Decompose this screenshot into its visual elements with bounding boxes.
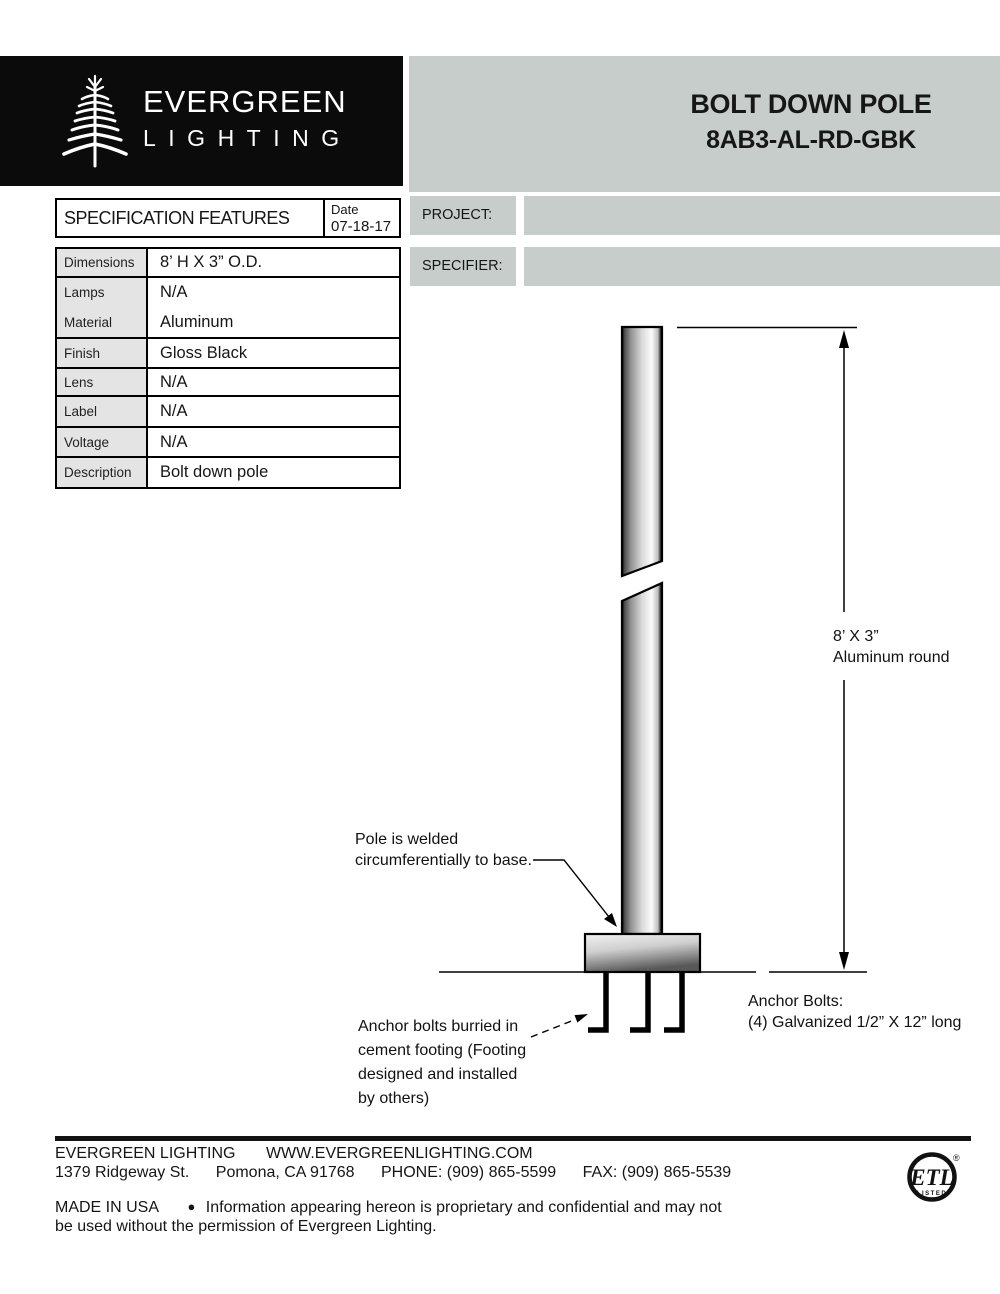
row-value: Aluminum [160, 312, 234, 331]
bullet-icon: ● [187, 1199, 196, 1214]
pole-dimension-note: 8’ X 3” Aluminum round [833, 628, 950, 666]
row-value: N/A [160, 402, 188, 420]
spec-table-header [55, 198, 401, 238]
row-value: Bolt down pole [160, 463, 269, 481]
anchor-bolt [630, 972, 648, 1030]
dimension-arrowhead-up [839, 330, 849, 348]
project-label: PROJECT: [410, 196, 516, 235]
anchor-bolt [664, 972, 682, 1030]
specifier-input-field[interactable] [524, 247, 1000, 286]
dimension-arrowhead-down [839, 952, 849, 970]
footer-divider [55, 1136, 971, 1141]
legal-text-line1: Information appearing hereon is proprietary and confidential and may not [205, 1199, 722, 1216]
date-label: Date [331, 202, 359, 217]
product-model-number: 8AB3-AL-RD-GBK [706, 126, 916, 154]
svg-text:LISTED: LISTED [916, 1191, 948, 1197]
row-value: N/A [160, 432, 188, 451]
row-label: Voltage [64, 434, 110, 450]
row-value: N/A [160, 283, 188, 302]
date-value: 07-18-17 [331, 218, 392, 235]
product-title-banner [409, 56, 1000, 192]
spec-table-title: SPECIFICATION FEATURES [64, 207, 290, 228]
footer-fax: FAX: (909) 865-5539 [582, 1164, 732, 1181]
table-row [57, 249, 399, 276]
product-title: BOLT DOWN POLE [690, 89, 932, 119]
footer-street: 1379 Ridgeway St. [55, 1164, 190, 1181]
footer-company-line [55, 1145, 533, 1163]
specifier-label: SPECIFIER: [410, 247, 516, 286]
brand-wordmark [143, 84, 352, 152]
pole-lower-section [622, 583, 662, 934]
footer-website: WWW.EVERGREENLIGHTING.COM [265, 1145, 533, 1162]
footer-city: Pomona, CA 91768 [215, 1164, 355, 1181]
brand-name-line2: LIGHTING [143, 125, 352, 151]
row-label: Label [64, 404, 98, 419]
row-value: N/A [160, 372, 188, 391]
pine-tree-icon [62, 72, 128, 170]
anchor-bolts-spec-note: Anchor Bolts: (4) Galvanized 1/2” X 12” long [748, 993, 962, 1031]
etl-listed-icon [906, 1148, 962, 1204]
weld-leader-line [533, 860, 613, 922]
pole-upper-section [622, 327, 662, 576]
footer-company-name: EVERGREEN LIGHTING [55, 1145, 236, 1162]
svg-text:®: ® [953, 1153, 960, 1163]
footer-legal-line1 [55, 1199, 722, 1217]
weld-leader-arrowhead [604, 913, 617, 927]
weld-note: Pole is welded circumferentially to base. [355, 831, 532, 869]
spec-date-cell [323, 200, 399, 236]
footer-address-line [55, 1164, 731, 1182]
svg-text:ETL: ETL [910, 1165, 954, 1190]
anchor-bolts-buried-note: Anchor bolts burried in cement footing (Footing designed and installed by others) [358, 1018, 527, 1107]
anchor-bolt [588, 972, 606, 1030]
row-label: Description [64, 465, 132, 480]
row-label: Dimensions [64, 255, 135, 270]
row-value: Gloss Black [160, 343, 248, 362]
brand-logo-box [0, 56, 403, 186]
row-value: 8’ H X 3” O.D. [160, 253, 263, 271]
project-input-field[interactable] [524, 196, 1000, 235]
anchor-leader-arrowhead [575, 1014, 589, 1023]
row-label: Finish [64, 345, 101, 361]
anchor-leader-line [531, 1020, 574, 1037]
row-label: Material [64, 314, 113, 330]
row-label: Lamps [64, 285, 105, 301]
brand-name-line1: EVERGREEN [143, 84, 347, 119]
base-plate [585, 934, 700, 972]
footer-phone: PHONE: (909) 865-5599 [380, 1164, 557, 1181]
row-label: Lens [64, 374, 94, 390]
footer-legal-line2: be used without the permission of Evergreen Lighting. [55, 1218, 437, 1235]
made-in-usa-label: MADE IN USA [55, 1199, 160, 1216]
